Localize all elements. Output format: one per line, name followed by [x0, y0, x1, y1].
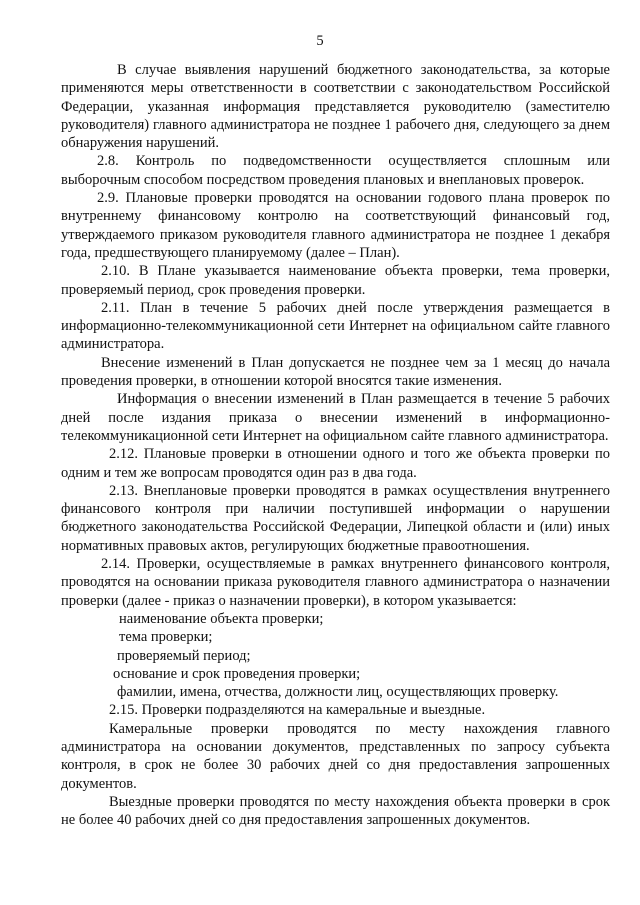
paragraph-2-10: 2.10. В Плане указывается наименование объекта проверки, тема проверки, проверяемый период, срок проведения проверки. — [61, 263, 610, 298]
paragraph-2-15: 2.15. Проверки подразделяются на камеральные и выездные. — [109, 702, 486, 719]
list-item: основание и срок проведения проверки; — [113, 665, 361, 682]
paragraph-plan-changes: Внесение изменений в План допускается не позднее чем за 1 месяц до начала проведения проверки, в отношении которой вносятся такие изменения. — [61, 354, 610, 390]
paragraph-field-audits: Выездные проверки проводятся по месту нахождения объекта проверки в срок не более 40 рабочих дней со дня предоставления запрошенных документов. — [61, 793, 610, 829]
paragraph-violations: В случае выявления нарушений бюджетного законодательства, за которые применяются меры ответственности в соответствии с законодательством Российской Федерации, указанная информация представляется руководителю (заместителю руководителя) главного администратора не позднее 1 рабочего дня, следующего за днем обнаружения нарушений. — [61, 62, 610, 152]
paragraph-2-13: 2.13. Внеплановые проверки проводятся в рамках осуществления внутреннего финансового контроля при наличии поступившей информации о нарушении бюджетного законодательства Российской Федерации, Липецкой области и (или) иных нормативных правовых актов, регулирующих бюджетные правоотношения. — [61, 482, 610, 554]
paragraph-2-11: 2.11. План в течение 5 рабочих дней после утверждения размещается в информационно-телекоммуникационной сети Интернет на официальном сайте главного администратора. — [61, 299, 610, 353]
paragraph-desk-audits: Камеральные проверки проводятся по месту нахождения главного администратора на основании документов, представленных по запросу субъекта контроля, в срок не более 30 рабочих дней со дня предоставления запрошенных документов. — [61, 720, 610, 792]
paragraph-2-9: 2.9. Плановые проверки проводятся на основании годового плана проверок по внутреннему финансовому контролю на соответствующий финансовый год, утверждаемого приказом руководителя главного администратора не позднее 1 декабря года, предшествующего планируемому (далее – План). — [61, 190, 610, 261]
list-item: наименование объекта проверки; — [119, 610, 324, 627]
paragraph-2-8: 2.8. Контроль по подведомственности осуществляется сплошным или выборочным способом посредством проведения плановых и внеплановых проверок. — [61, 153, 610, 188]
inspection-order-list — [61, 610, 610, 701]
list-item: тема проверки; — [119, 629, 213, 646]
list-item: фамилии, имена, отчества, должности лиц, осуществляющих проверку. — [117, 684, 559, 701]
paragraph-2-14: 2.14. Проверки, осуществляемые в рамках внутреннего финансового контроля, проводятся на основании приказа руководителя главного администратора о назначении проверки (далее - приказ о назначении проверки), в котором указывается: — [61, 556, 610, 609]
paragraph-plan-changes-info: Информация о внесении изменений в План размещается в течение 5 рабочих дней после издания приказа о внесении изменений в информационно-телекоммуникационной сети Интернет на официальном сайте главного администратора. — [61, 391, 610, 444]
document-body — [61, 61, 610, 829]
page-number: 5 — [316, 33, 324, 49]
paragraph-2-12: 2.12. Плановые проверки в отношении одного и того же объекта проверки по одним и тем же вопросам проводятся один раз в два года. — [61, 446, 610, 481]
list-item: проверяемый период; — [117, 647, 251, 664]
